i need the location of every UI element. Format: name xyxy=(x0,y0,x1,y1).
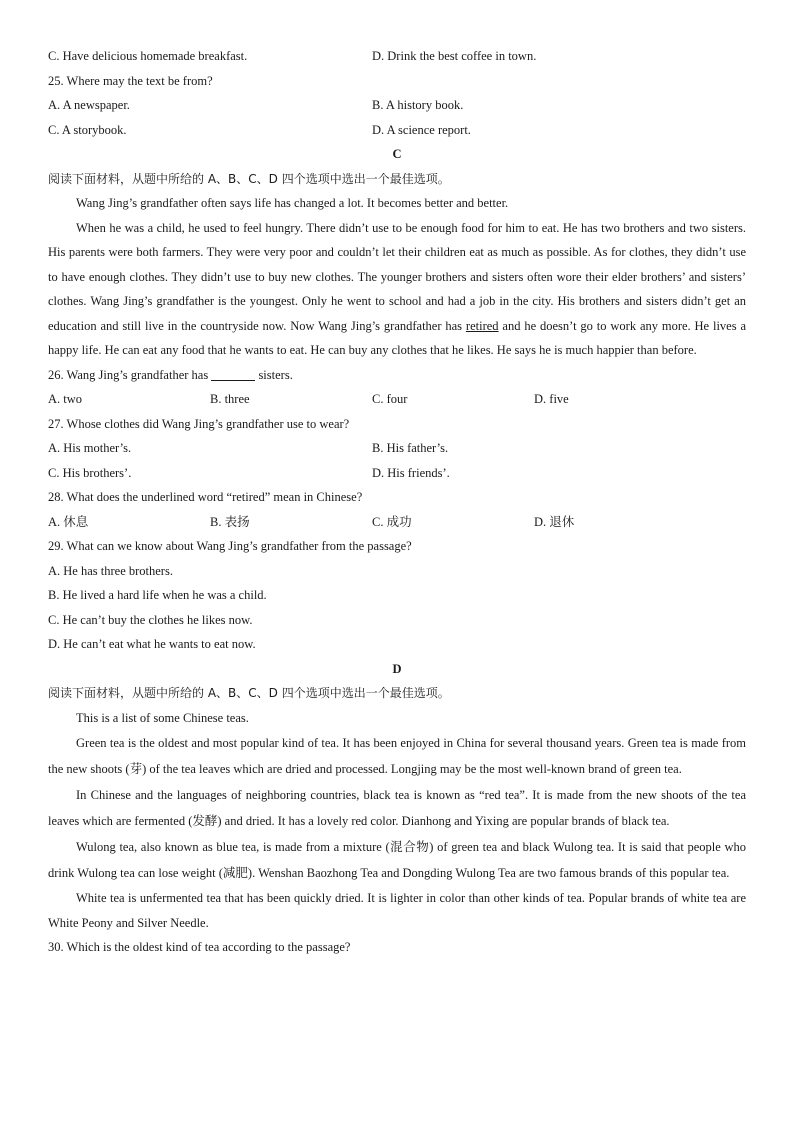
q28-option-b: B. 表扬 xyxy=(210,514,250,529)
q26-option-b: B. three xyxy=(210,392,250,406)
q26-option-c: C. four xyxy=(372,392,408,406)
q27-option-d: D. His friends’. xyxy=(372,465,450,480)
q28-options-row xyxy=(48,510,746,535)
q27-option-a: A. His mother’s. xyxy=(48,441,132,455)
q29-stem: 29. What can we know about Wang Jing’s grandfather from the passage? xyxy=(48,539,412,553)
q25-options-row-2 xyxy=(48,118,746,143)
q26-option-a: A. two xyxy=(48,392,83,406)
q28-option-c: C. 成功 xyxy=(372,514,412,529)
section-c-intro: Wang Jing’s grandfather often says life has changed a lot. It becomes better and better. xyxy=(76,196,509,210)
q27-option-b: B. His father’s. xyxy=(372,441,449,455)
section-d-instruction: 阅读下面材料，从题中所给的 A、B、C、D 四个选项中选出一个最佳选项。 xyxy=(48,686,450,700)
q26-stem-before: 26. Wang Jing’s grandfather has xyxy=(48,367,209,382)
q28-option-a: A. 休息 xyxy=(48,514,89,529)
section-c-passage xyxy=(48,216,746,363)
wulong-tea-paragraph: Wulong tea, also known as blue tea, is made from a mixture (混合物) of green tea and black Wulong tea. It is said that people who drink Wulong tea can lose weight (减肥). Wenshan Baozhong Tea and Dongding Wulong Tea are two famous brands of this popular tea. xyxy=(48,840,746,880)
section-c-instruction: 阅读下面材料，从题中所给的 A、B、C、D 四个选项中选出一个最佳选项。 xyxy=(48,171,450,186)
section-c-heading: C xyxy=(392,147,402,161)
green-tea-paragraph: Green tea is the oldest and most popular kind of tea. It has been enjoyed in China for several thousand years. Green tea is made from the new shoots (芽) of the tea leaves which are dried and processed. Longjing may be the most well-known brand of green tea. xyxy=(48,736,746,776)
q24-options-row xyxy=(48,44,746,69)
q27-options-row-2 xyxy=(48,461,746,486)
q25-stem: 25. Where may the text be from? xyxy=(48,73,213,88)
exam-page xyxy=(48,44,746,960)
answer-blank xyxy=(211,366,255,381)
q27-options-row-1 xyxy=(48,436,746,461)
section-d-intro: This is a list of some Chinese teas. xyxy=(76,710,249,725)
q27-option-c: C. His brothers’. xyxy=(48,465,132,480)
q29-option-b: B. He lived a hard life when he was a child. xyxy=(48,588,267,602)
q26-options-row xyxy=(48,387,746,412)
q24-option-c: C. Have delicious homemade breakfast. xyxy=(48,49,248,63)
white-tea-paragraph: White tea is unfermented tea that has been quickly dried. It is lighter in color than other kinds of tea. Popular brands of white tea are White Peony and Silver Needle. xyxy=(48,891,746,930)
q25-option-a: A. A newspaper. xyxy=(48,98,130,112)
q29-option-d: D. He can’t eat what he wants to eat now. xyxy=(48,637,256,651)
q26-stem-after: sisters. xyxy=(258,367,293,382)
underlined-word-retired: retired xyxy=(465,318,499,333)
q25-options-row-1 xyxy=(48,93,746,118)
q28-stem: 28. What does the underlined word “retired” mean in Chinese? xyxy=(48,490,363,504)
section-d-heading: D xyxy=(392,661,402,676)
q25-option-d: D. A science report. xyxy=(372,122,471,137)
passage-text-before: When he was a child, he used to feel hungry. There didn’t use to be enough food for him to eat. He has two brothers and two sisters. His parents were both farmers. They were very poor and couldn’t let their children eat as much as possible. As for clothes, they didn’t use to have enough clothes. They didn’t use to buy new clothes. The younger brothers and sisters often wore their elder brothers’ and sisters’ clothes. Wang Jing’s grandfather is the youngest. Only he went to school and had a job in the city. His brothers and sisters didn’t get an education and still live in the countryside now. Now Wang Jing’s grandfather has xyxy=(48,220,746,333)
black-tea-paragraph: In Chinese and the languages of neighboring countries, black tea is known as “red tea”. It is made from the new shoots of the tea leaves which are fermented (发酵) and dried. It has a lovely red color. Dianhong and Yixing are popular brands of black tea. xyxy=(48,788,746,828)
q26-option-d: D. five xyxy=(534,392,569,406)
q26-stem xyxy=(48,363,746,388)
passage-text-after: and he doesn’t go to work any more. He lives a happy life. He can eat any food that he wants to eat. He can buy any clothes that he likes. He says he is much happier than before. xyxy=(48,318,746,357)
q28-option-d: D. 退休 xyxy=(534,514,575,529)
q29-option-c: C. He can’t buy the clothes he likes now. xyxy=(48,612,253,627)
q24-option-d: D. Drink the best coffee in town. xyxy=(372,49,537,63)
q27-stem: 27. Whose clothes did Wang Jing’s grandfather use to wear? xyxy=(48,416,350,431)
q29-option-a: A. He has three brothers. xyxy=(48,563,173,578)
q25-option-c: C. A storybook. xyxy=(48,122,127,137)
q30-stem: 30. Which is the oldest kind of tea according to the passage? xyxy=(48,940,351,954)
q25-option-b: B. A history book. xyxy=(372,98,464,112)
